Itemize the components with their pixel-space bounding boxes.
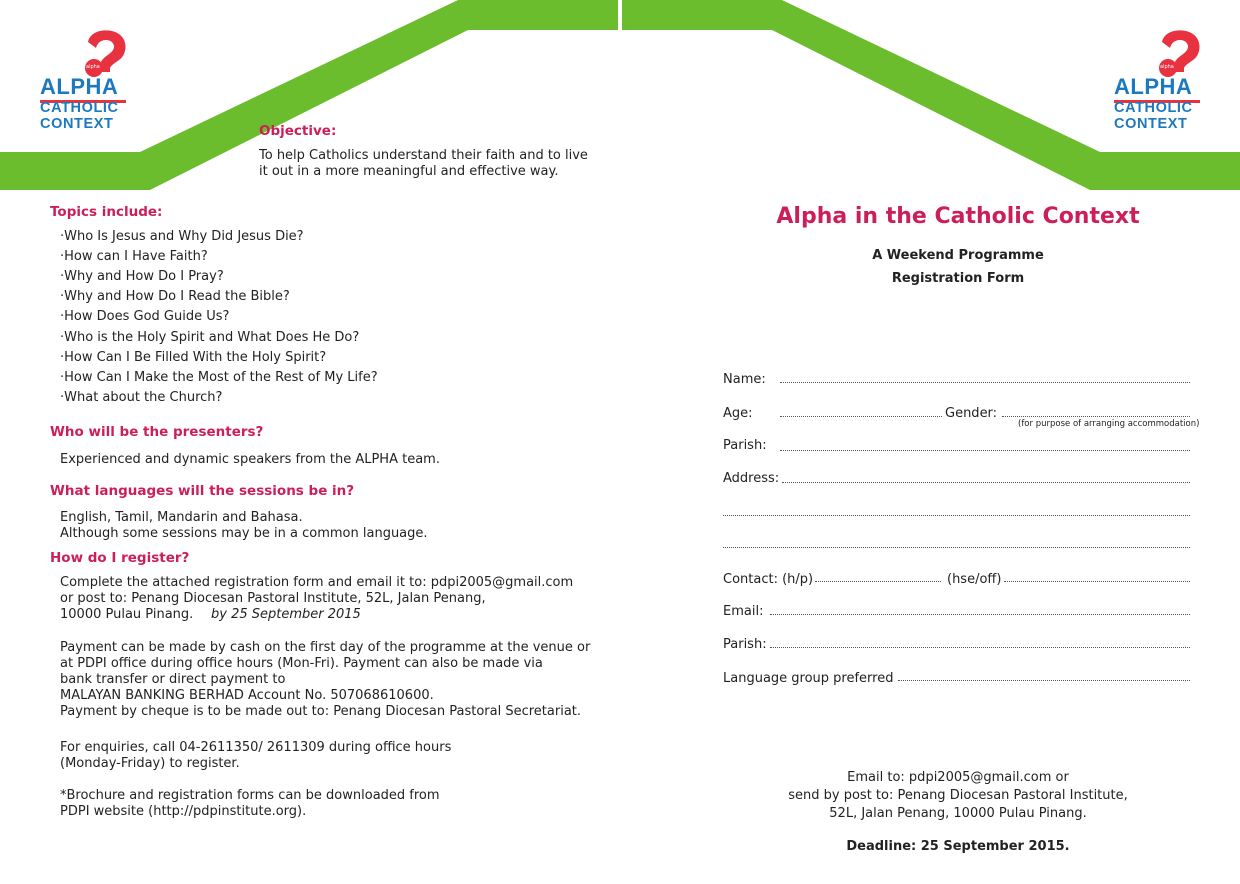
register-p1-line2: or post to: Penang Diocesan Pastoral Institute, 52L, Jalan Penang, bbox=[60, 591, 486, 606]
address-label: Address: bbox=[723, 471, 780, 486]
payment-line2: at PDPI office during office hours (Mon-Fri). Payment can also be made via bbox=[60, 656, 543, 671]
topic-item: ·Who Is Jesus and Why Did Jesus Die? bbox=[60, 229, 304, 244]
badge-text: alpha bbox=[1160, 64, 1174, 70]
brochure-line1: *Brochure and registration forms can be downloaded from bbox=[60, 788, 440, 803]
languages-line2: Although some sessions may be in a common language. bbox=[60, 526, 428, 541]
topic-item: ·How Can I Be Filled With the Holy Spirit? bbox=[60, 350, 327, 365]
age-label: Age: bbox=[723, 406, 753, 421]
register-deadline: by 25 September 2015 bbox=[211, 607, 361, 622]
contact-label: Contact: (h/p) bbox=[723, 572, 814, 587]
register-p1-line3: 10000 Pulau Pinang. bbox=[60, 607, 194, 622]
gender-field[interactable] bbox=[1002, 415, 1190, 417]
address-field-line3[interactable] bbox=[723, 546, 1190, 548]
age-field[interactable] bbox=[780, 415, 942, 417]
enquiries-line2: (Monday-Friday) to register. bbox=[60, 756, 240, 771]
email-label: Email: bbox=[723, 604, 764, 619]
deadline: Deadline: 25 September 2015. bbox=[846, 839, 1070, 854]
logo-alpha-word: ALPHA bbox=[1114, 74, 1193, 99]
topic-item: ·Who is the Holy Spirit and What Does He Do? bbox=[60, 330, 360, 345]
objective-line1: To help Catholics understand their faith and to live bbox=[259, 148, 588, 163]
language-field[interactable] bbox=[898, 679, 1190, 681]
payment-line3: bank transfer or direct payment to bbox=[60, 672, 286, 687]
hse-off-label: (hse/off) bbox=[947, 572, 1002, 587]
form-title: Alpha in the Catholic Context bbox=[776, 204, 1140, 229]
parish2-label: Parish: bbox=[723, 637, 767, 652]
brochure-line2: PDPI website (http://pdpinstitute.org). bbox=[60, 804, 307, 819]
parish2-field[interactable] bbox=[770, 646, 1190, 648]
languages-heading: What languages will the sessions be in? bbox=[50, 483, 355, 499]
logo-catholic: CATHOLIC bbox=[1114, 100, 1193, 116]
parish-field[interactable] bbox=[780, 449, 1190, 451]
topic-item: ·How can I Have Faith? bbox=[60, 249, 208, 264]
language-label: Language group preferred bbox=[723, 671, 894, 686]
email-field[interactable] bbox=[770, 613, 1190, 615]
languages-line1: English, Tamil, Mandarin and Bahasa. bbox=[60, 510, 303, 525]
gender-label: Gender: bbox=[945, 406, 998, 421]
badge-text: alpha bbox=[86, 64, 100, 70]
name-label: Name: bbox=[723, 372, 766, 387]
gender-note: (for purpose of arranging accommodation) bbox=[1018, 419, 1200, 429]
topic-item: ·Why and How Do I Read the Bible? bbox=[60, 289, 290, 304]
payment-line4: MALAYAN BANKING BERHAD Account No. 507068610600. bbox=[60, 688, 434, 703]
parish-label: Parish: bbox=[723, 438, 767, 453]
topic-item: ·How Can I Make the Most of the Rest of My Life? bbox=[60, 370, 378, 385]
logo-context: CONTEXT bbox=[1114, 116, 1188, 132]
name-field[interactable] bbox=[780, 381, 1190, 383]
register-p1-line1: Complete the attached registration form and email it to: pdpi2005@gmail.com bbox=[60, 575, 574, 590]
logo-catholic: CATHOLIC bbox=[40, 100, 119, 116]
presenters-text: Experienced and dynamic speakers from the ALPHA team. bbox=[60, 452, 440, 467]
objective-line2: it out in a more meaningful and effective way. bbox=[259, 164, 559, 179]
address-field-line1[interactable] bbox=[782, 481, 1190, 483]
contact-hp-field[interactable] bbox=[815, 580, 941, 582]
alpha-logo-left bbox=[40, 30, 132, 134]
form-subtitle2: Registration Form bbox=[891, 271, 1025, 286]
form-subtitle: A Weekend Programme bbox=[872, 248, 1044, 263]
footer-line2: send by post to: Penang Diocesan Pastoral Institute, bbox=[788, 788, 1128, 803]
logo-context: CONTEXT bbox=[40, 116, 114, 132]
enquiries-line1: For enquiries, call 04-2611350/ 2611309 during office hours bbox=[60, 740, 452, 755]
address-field-line2[interactable] bbox=[723, 514, 1190, 516]
alpha-logo-right bbox=[1114, 30, 1206, 134]
topic-item: ·Why and How Do I Pray? bbox=[60, 269, 224, 284]
contact-hse-field[interactable] bbox=[1004, 580, 1190, 582]
topic-item: ·How Does God Guide Us? bbox=[60, 309, 230, 324]
presenters-heading: Who will be the presenters? bbox=[50, 424, 264, 440]
payment-line5: Payment by cheque is to be made out to: Penang Diocesan Pastoral Secretariat. bbox=[60, 704, 582, 719]
topics-heading: Topics include: bbox=[50, 204, 163, 220]
green-band bbox=[0, 0, 1240, 200]
objective-heading: Objective: bbox=[259, 123, 337, 139]
footer-line3: 52L, Jalan Penang, 10000 Pulau Pinang. bbox=[829, 806, 1087, 821]
register-heading: How do I register? bbox=[50, 550, 190, 566]
payment-line1: Payment can be made by cash on the first day of the programme at the venue or bbox=[60, 640, 591, 655]
logo-alpha-word: ALPHA bbox=[40, 74, 119, 99]
footer-line1: Email to: pdpi2005@gmail.com or bbox=[847, 770, 1069, 785]
topic-item: ·What about the Church? bbox=[60, 390, 223, 405]
